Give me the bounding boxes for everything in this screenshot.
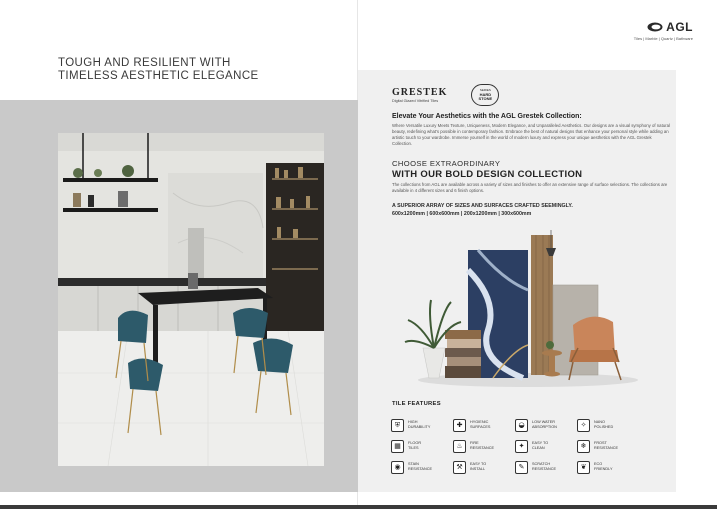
grestek-subtitle: Digital Glazed Vitrified Tiles	[392, 99, 439, 103]
left-heading	[58, 57, 259, 83]
left-heading-line1: TOUGH AND RESILIENT WITH	[58, 57, 231, 69]
feature-nano-polished	[577, 417, 639, 433]
feature-stain-resistance	[391, 459, 453, 475]
feature-label: FLOOR TILES	[408, 441, 422, 450]
array-title: A SUPERIOR ARRAY OF SIZES AND SURFACES CRAFTED SEEMINGLY.	[392, 203, 573, 209]
tile-display-scene	[403, 230, 648, 390]
agl-tagline: Tiles | Marble | Quartz | Bathware	[633, 36, 693, 41]
feature-label: LOW WATER ABSORPTION	[532, 420, 557, 429]
hardstone-top: SERIES	[479, 88, 491, 93]
elevate-title: Elevate Your Aesthetics with the AGL Grestek Collection:	[392, 113, 582, 120]
fire-icon: ♨	[453, 440, 466, 453]
feature-label: EASY TO CLEAN	[532, 441, 549, 450]
feature-eco-friendly	[577, 459, 639, 475]
brand-row	[392, 84, 499, 106]
agl-logo-text: AGL	[666, 20, 693, 34]
scratch-icon: ✎	[515, 461, 528, 474]
features-grid	[391, 417, 641, 475]
collection-heading: WITH OUR BOLD DESIGN COLLECTION	[392, 169, 583, 180]
collection-body: The collections from AGL are available across a variety of sizes and finishes to offer an extensive range of surface selections. The collections are available in 4 different sizes and 6 finish options.	[392, 182, 668, 193]
install-icon: ⚒	[453, 461, 466, 474]
feature-easy-to-install	[453, 459, 515, 475]
feature-label: HIGH DURABILITY	[408, 420, 431, 429]
agl-logo	[634, 20, 693, 41]
sizes-list: 600x1200mm | 600x600mm | 200x1200mm | 300x600mm	[392, 211, 532, 217]
feature-label: HYGIENIC SURFACES	[470, 420, 491, 429]
bottom-bar	[0, 505, 717, 509]
feature-fire-resistance	[453, 438, 515, 454]
hygiene-icon: ✚	[453, 419, 466, 432]
feature-easy-to-clean	[515, 438, 577, 454]
eco-icon: ❦	[577, 461, 590, 474]
tile-display-image	[403, 230, 648, 390]
kitchen-photo	[58, 133, 324, 466]
feature-label: STAIN RESISTANCE	[408, 462, 432, 471]
feature-low-water-absorption	[515, 417, 577, 433]
choose-heading: CHOOSE EXTRAORDINARY	[392, 159, 501, 168]
feature-label: SCRATCH RESISTANCE	[532, 462, 556, 471]
grestek-brand	[392, 87, 447, 103]
feature-label: ECO FRIENDLY	[594, 462, 613, 471]
stain-icon: ◉	[391, 461, 404, 474]
hardstone-mid: HARD	[479, 91, 492, 97]
water-drop-icon: ◒	[515, 419, 528, 432]
frost-icon: ❄	[577, 440, 590, 453]
hardstone-badge	[471, 84, 499, 106]
feature-frost-resistance	[577, 438, 639, 454]
feature-label: NANO POLISHED	[594, 420, 614, 429]
product-panel	[358, 70, 676, 492]
shield-icon: ⛨	[391, 419, 404, 432]
elevate-body: Where Versatile Luxury Meets Texture, Uniqueness, Modern Elegance, and Unparalleled Aesthetics. Our designs are a visual symphony of natural beauty, redefining what's possible in contemporary fashion. Embrace the best of natural designs that enhance your personal style while adding an artistic touch to your wardrobe. Immerse yourself in the world of modern luxury and express your unique aesthetics with the AGL Grestek Collection.	[392, 123, 670, 146]
grestek-name: GRESTEK	[392, 87, 448, 98]
floor-tiles-icon: ▦	[391, 440, 404, 453]
feature-floor-tiles	[391, 438, 453, 454]
left-heading-line2: TIMELESS AESTHETIC ELEGANCE	[58, 70, 259, 82]
feature-hygienic-surfaces	[453, 417, 515, 433]
feature-label: FIRE RESISTANCE	[470, 441, 494, 450]
agl-swirl-icon	[647, 22, 663, 32]
feature-scratch-resistance	[515, 459, 577, 475]
feature-label: FROST RESISTANCE	[594, 441, 618, 450]
kitchen-scene-image	[58, 133, 324, 466]
clean-icon: ✦	[515, 440, 528, 453]
polish-icon: ✧	[577, 419, 590, 432]
feature-high-durability	[391, 417, 453, 433]
features-title: TILE FEATURES	[392, 401, 441, 407]
hardstone-bottom: STONE	[478, 96, 493, 102]
feature-label: EASY TO INSTALL	[470, 462, 487, 471]
